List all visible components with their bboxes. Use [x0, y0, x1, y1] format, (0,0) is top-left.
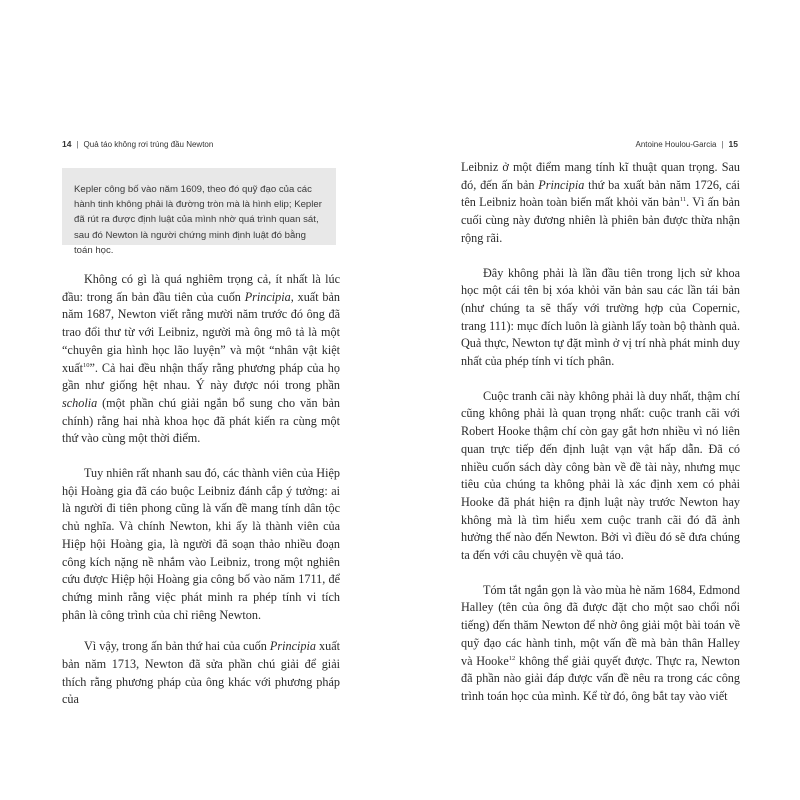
paragraph: Vì vậy, trong ấn bản thứ hai của cuốn Principia xuất bản năm 1713, Newton đã sửa phần chú giải để giải thích rằng phương pháp của ông khác với phương pháp của	[62, 639, 341, 707]
footnote-ref[interactable]: 11	[679, 196, 687, 204]
footnote-ref[interactable]: 12	[508, 654, 516, 662]
paragraph: Tóm tắt ngắn gọn là vào mùa hè năm 1684, Edmond Halley (tên của ông đã được đặt cho một sao chổi nổi tiếng) đến thăm Newton để nhờ ông giải một bài toán về quỹ đạo các hành tinh, một vấn đề mà bản thân Halley và Hooke$^{12}$ không thể giải quyết được. Thực ra, Newton đã phần nào giải đáp được vấn đề nêu ra trong các công trình toán học của mình. Kể từ đó, ông bắt tay vào viết	[461, 582, 740, 703]
author-name: Antoine Houlou-Garcia	[635, 139, 717, 149]
right-body-text	[461, 159, 740, 723]
left-body-text	[62, 271, 340, 726]
callout-box: Kepler công bố vào năm 1609, theo đó quỹ đạo của các hành tinh không phải là đường tròn mà là hình elip; Kepler đã rút ra được định luật của mình nhờ quá trình quan sát, sau đó Newton là người chứng minh định luật đó bằng toán học.	[62, 168, 336, 245]
paragraph: Không có gì là quá nghiêm trọng cả, ít nhất là lúc đầu: trong ấn bản đầu tiên của cuốn Principia, xuất bản năm 1687, Newton viết rằng mười năm trước đó ông đã trao đổi thư từ với Leibniz, người mà ông mô tả là một “chuyên gia hình học lão luyện” và một “nhân vật kiệt xuất$^{10}$”. Cả hai đều nhận thấy rằng phương pháp của họ gần như giống hệt nhau. Ý này được nói trong phần scholia (một phần chú giải ngắn bổ sung cho văn bản chính) rằng hai nhà khoa học đã phát kiến ra cùng một thứ vào cùng một thời điểm.	[62, 272, 340, 446]
footnote-ref[interactable]: 10	[82, 361, 90, 369]
left-page-header	[62, 139, 213, 149]
paragraph: Đây không phải là lần đầu tiên trong lịch sử khoa học một cái tên bị xóa khỏi văn bản sau các lần tái bản (như chúng ta sẽ thấy với trường hợp của Copernic, trang 111): mục đích luôn là giành lấy toàn bộ thành quả. Quả thực, Newton tự đặt mình ở vị trí nhà phát minh duy nhất của phép tính vi tích phân.	[461, 265, 740, 369]
running-title: Quả táo không rơi trúng đầu Newton	[83, 139, 214, 149]
paragraph: Cuộc tranh cãi này không phải là duy nhất, thậm chí cũng không phải là quan trọng nhất: cuộc tranh cãi với Robert Hooke thậm chí còn gay gắt hơn nhiều vì nó liên quan trực tiếp đến định luật vạn vật hấp dẫn. Đã có nhiều cuốn sách dày công bàn về đề tài này, nhưng mục tiêu của chúng ta không phải là xác định xem có phải Hooke đã phát hiện ra định luật này trước Newton hay không mà là tìm hiểu xem cuộc tranh cãi đó đã ảnh hưởng thế nào đến Newton. Bởi vì điều đó sẽ đưa chúng ta đến với câu chuyện về quả táo.	[461, 388, 740, 563]
paragraph: Leibniz ở một điểm mang tính kĩ thuật quan trọng. Sau đó, đến ấn bản Principia thứ ba xuất bản năm 1726, cái tên Leibniz hoàn toàn biến mất khỏi văn bản$^{11}$. Vì ấn bản cuối cùng này đương nhiên là phiên bản được thừa nhận rộng rãi.	[461, 160, 740, 245]
right-page-header	[636, 139, 738, 149]
right-page	[400, 0, 800, 800]
page-number: 15	[728, 139, 738, 149]
paragraph: Tuy nhiên rất nhanh sau đó, các thành viên của Hiệp hội Hoàng gia đã cáo buộc Leibniz đánh cắp ý tưởng: ai là người đi tiên phong cũng là vấn đề mang tính dân tộc chủ nghĩa. Và chính Newton, khi ấy là thành viên của Hiệp hội Hoàng gia, là người đã soạn thảo nhiều đoạn công kích nặng nề nhắm vào Leibniz, trong một nghiên cứu được Hiệp hội Hoàng gia công bố vào năm 1711, để chứng minh rằng việc phát minh ra phép tính vi tích phân là công trình của chỉ riêng Newton.	[62, 466, 340, 622]
header-separator: |	[76, 139, 79, 149]
page-number: 14	[62, 139, 72, 149]
header-separator: |	[721, 139, 724, 149]
